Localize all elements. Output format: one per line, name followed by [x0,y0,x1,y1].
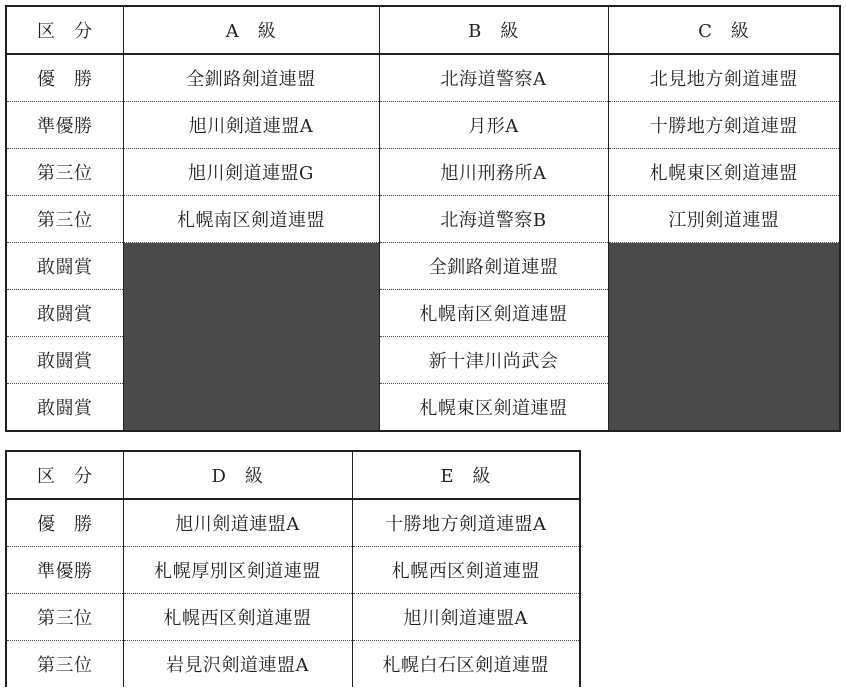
result-cell: 旭川剣道連盟A [352,594,580,641]
row-category: 準優勝 [6,547,123,594]
header-category: 区 分 [6,6,123,54]
table-row [6,243,840,290]
shaded-empty-cell [123,243,379,290]
result-cell: 旭川剣道連盟A [123,499,352,547]
result-cell: 江別剣道連盟 [608,196,840,243]
header-class-e: E 級 [352,451,580,499]
result-cell: 札幌厚別区剣道連盟 [123,547,352,594]
result-cell: 新十津川尚武会 [379,337,608,384]
result-cell: 北海道警察A [379,54,608,102]
result-cell: 北見地方剣道連盟 [608,54,840,102]
row-category: 第三位 [6,594,123,641]
result-cell: 札幌南区剣道連盟 [379,290,608,337]
result-cell: 旭川剣道連盟G [123,149,379,196]
shaded-empty-cell [608,243,840,290]
row-category: 優 勝 [6,54,123,102]
result-cell: 十勝地方剣道連盟A [352,499,580,547]
result-cell: 旭川剣道連盟A [123,102,379,149]
shaded-empty-cell [123,337,379,384]
table-row [6,547,580,594]
result-cell: 札幌南区剣道連盟 [123,196,379,243]
table-row [6,641,580,688]
header-class-b: B 級 [379,6,608,54]
result-cell: 十勝地方剣道連盟 [608,102,840,149]
shaded-empty-cell [123,384,379,432]
result-cell: 旭川刑務所A [379,149,608,196]
result-cell: 札幌西区剣道連盟 [352,547,580,594]
result-cell: 北海道警察B [379,196,608,243]
row-category: 敢闘賞 [6,384,123,432]
result-cell: 札幌白石区剣道連盟 [352,641,580,688]
row-category: 第三位 [6,196,123,243]
table-row [6,149,840,196]
result-cell: 全釧路剣道連盟 [123,54,379,102]
shaded-empty-cell [608,337,840,384]
shaded-empty-cell [608,384,840,432]
results-table-abc [5,5,841,432]
header-class-c: C 級 [608,6,840,54]
row-category: 第三位 [6,149,123,196]
table-row [6,337,840,384]
header-category: 区 分 [6,451,123,499]
table-row [6,499,580,547]
table-row [6,384,840,432]
result-cell: 札幌東区剣道連盟 [608,149,840,196]
header-class-d: D 級 [123,451,352,499]
shaded-empty-cell [123,290,379,337]
table-row [6,290,840,337]
result-cell: 全釧路剣道連盟 [379,243,608,290]
row-category: 第三位 [6,641,123,688]
shaded-empty-cell [608,290,840,337]
table-header-row [6,451,580,499]
result-cell: 岩見沢剣道連盟A [123,641,352,688]
result-cell: 札幌西区剣道連盟 [123,594,352,641]
row-category: 敢闘賞 [6,290,123,337]
header-class-a: A 級 [123,6,379,54]
results-table-de [5,450,581,687]
result-cell: 月形A [379,102,608,149]
table-row [6,54,840,102]
row-category: 敢闘賞 [6,243,123,290]
table-header-row [6,6,840,54]
table-row [6,594,580,641]
row-category: 準優勝 [6,102,123,149]
row-category: 敢闘賞 [6,337,123,384]
table-row [6,196,840,243]
row-category: 優 勝 [6,499,123,547]
result-cell: 札幌東区剣道連盟 [379,384,608,432]
table-row [6,102,840,149]
